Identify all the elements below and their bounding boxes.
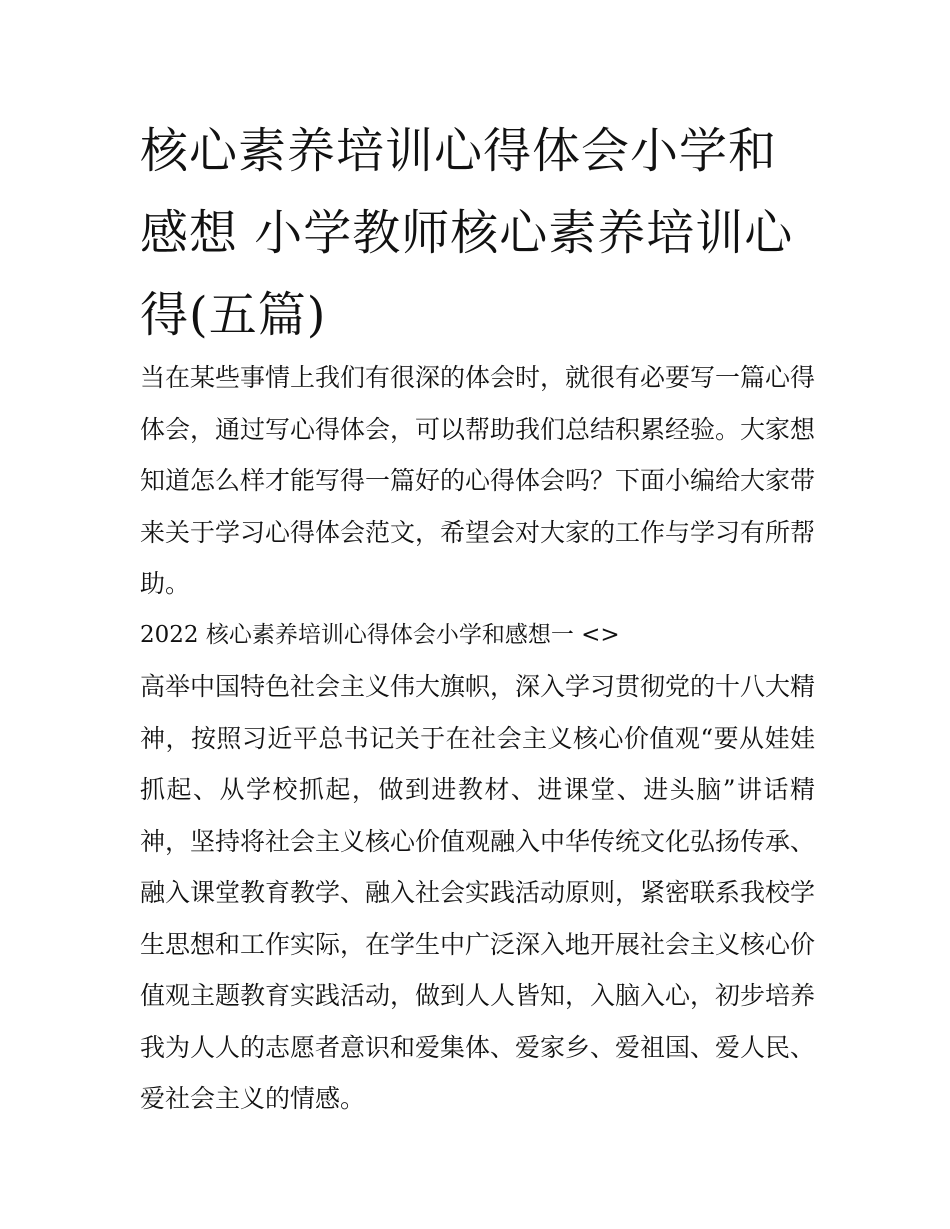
section-heading: 2022 核心素养培训心得体会小学和感想一 <> (140, 621, 620, 648)
document-body (140, 352, 815, 1125)
intro-paragraph: 当在某些事情上我们有很深的体会时，就很有必要写一篇心得体会，通过写心得体会，可以帮助我们总结积累经验。大家想知道怎么样才能写得一篇好的心得体会吗？下面小编给大家带来关于学习心得体会范文，希望会对大家的工作与学习有所帮助。 (140, 363, 816, 598)
body-paragraph: 高举中国特色社会主义伟大旗帜，深入学习贯彻党的十八大精神，按照习近平总书记关于在社会主义核心价值观“要从娃娃抓起、从学校抓起，做到进教材、进课堂、进头脑”讲话精神，坚持将社会主义核心价值观融入中华传统文化弘扬传承、融入课堂教育教学、融入社会实践活动原则，紧密联系我校学生思想和工作实际，在学生中广泛深入地开展社会主义核心价值观主题教育实践活动，做到人人皆知，入脑入心，初步培养我为人人的志愿者意识和爱集体、爱家乡、爱祖国、爱人民、爱社会主义的情感。 (140, 672, 816, 1113)
document-title: 核心素养培训心得体会小学和感想 小学教师核心素养培训心得(五篇) (140, 123, 794, 343)
